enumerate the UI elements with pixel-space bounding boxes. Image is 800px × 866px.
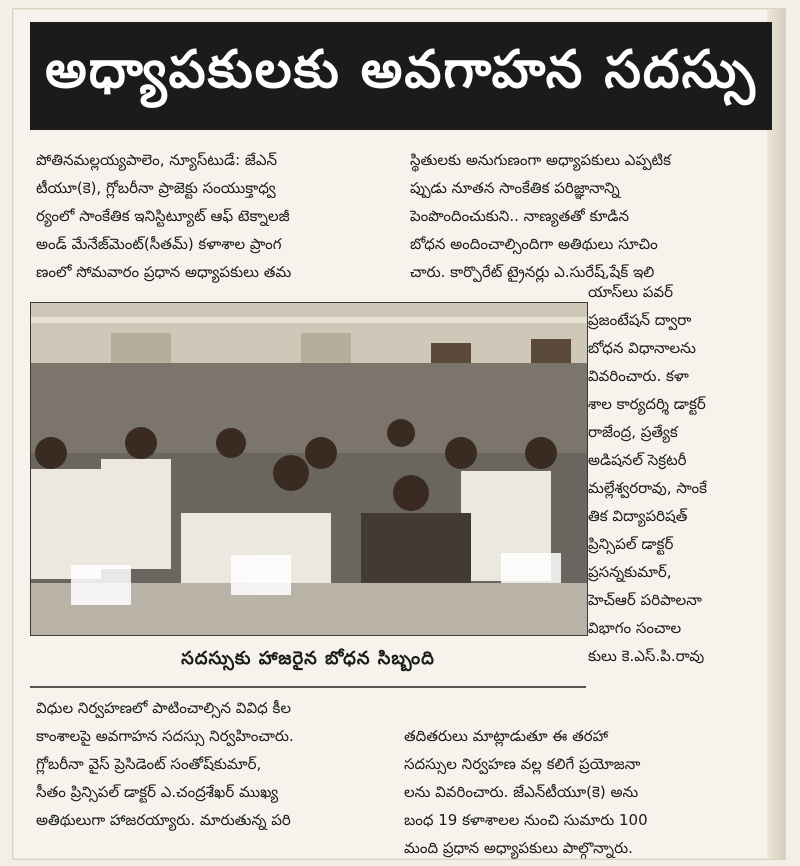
article-line: బోధన విధానాలను <box>588 339 696 357</box>
article-line: చారు. కార్పొరేట్ ట్రైనర్లు ఎ.సురేష్,షేక్ ఇలి <box>410 263 655 281</box>
article-column-1 <box>36 146 384 286</box>
article-line: పెంపొందించుకుని.. నాణ్యతతో కూడిన <box>410 207 630 225</box>
paper-edge <box>767 9 785 859</box>
article-line: సీతం ప్రిన్సిపల్ డాక్టర్ ఎ.చంద్రశేఖర్ ముఖ్య <box>36 783 279 801</box>
headline: అధ్యాపకులకు అవగాహన సదస్సు <box>30 22 772 130</box>
article-line: విభాగం సంచాల <box>588 619 682 637</box>
article-line: మల్లేశ్వరరావు, సాంకే <box>588 479 707 497</box>
article-line: ణంలో సోమవారం ప్రధాన అధ్యాపకులు తమ <box>36 263 292 281</box>
article-column-5 <box>404 722 764 862</box>
article-column-2 <box>410 146 760 286</box>
article-line: మంది ప్రధాన అధ్యాపకులు పాల్గొన్నారు. <box>404 839 633 857</box>
article-line: సదస్సుల నిర్వహణ వల్ల కలిగే ప్రయోజనా <box>404 755 641 773</box>
article-line: యాస్‌లు పవర్ <box>588 283 673 301</box>
photo-caption: సదస్సుకు హాజరైన బోధన సిబ్బంది <box>181 647 435 669</box>
article-line: ర్యంలో సాంకేతిక ఇనిస్టిట్యూట్ ఆఫ్ టెక్నాలజీ <box>36 207 290 225</box>
article-line: ప్రజంటేషన్ ద్వారా <box>588 311 692 329</box>
article-column-4 <box>36 694 396 834</box>
event-photo <box>30 302 588 636</box>
article-line: అండ్ మేనేజ్‌మెంట్(సీతమ్) కళాశాల ప్రాంగ <box>36 235 282 253</box>
article-line: అడిషనల్ సెక్రటరీ <box>588 451 687 469</box>
audience-photo-illustration <box>31 303 587 635</box>
article-line: ప్పుడు నూతన సాంకేతిక పరిజ్ఞానాన్ని <box>410 179 620 197</box>
article-line: లను వివరించారు. జేఎన్‌టీయూ(కె) అను <box>404 783 639 801</box>
article-line: వివరించారు. కళా <box>588 367 689 385</box>
article-line: కులు కె.ఎస్.పి.రావు <box>588 647 705 665</box>
article-line: అతిథులుగా హాజరయ్యారు. మారుతున్న పరి <box>36 811 291 829</box>
article-line: తిక విద్యాపరిషత్ <box>588 507 688 525</box>
article-line: ప్రిన్సిపల్ డాక్టర్ <box>588 535 674 553</box>
article-column-3 <box>588 278 766 670</box>
article-line: ప్రసన్నకుమార్, <box>588 563 672 581</box>
article-line: బంధ 19 కళాశాలల నుంచి సుమారు 100 <box>404 811 648 829</box>
article-line: కాంశాలపై అవగాహన సదస్సు నిర్వహించారు. <box>36 727 294 745</box>
article-line: గ్లోబరీనా వైస్ ప్రెసిడెంట్ సంతోష్‌కుమార్, <box>36 755 262 773</box>
article-line: హెచ్ఆర్ పరిపాలనా <box>588 591 702 609</box>
article-line: టీయూ(కె), గ్లోబరీనా ప్రాజెక్టు సంయుక్తాధ్వ <box>36 179 276 197</box>
section-divider <box>30 686 586 688</box>
article-line: బోధన అందించాల్సిందిగా అతిథులు సూచిం <box>410 235 658 253</box>
article-line: పోతినమల్లయ్యపాలెం, న్యూస్‌టుడే: జేఎన్‌ <box>36 151 278 169</box>
article-line: స్థితులకు అనుగుణంగా అధ్యాపకులు ఎప్పటిక <box>410 151 671 169</box>
article-line: రాజేంద్ర, ప్రత్యేక <box>588 423 678 441</box>
article-line: శాల కార్యదర్శి డాక్టర్ <box>588 395 706 413</box>
article-line: విధుల నిర్వహణలో పాటించాల్సిన వివిధ కీల <box>36 699 291 717</box>
article-line: తదితరులు మాట్లాడుతూ ఈ తరహా <box>404 727 609 745</box>
